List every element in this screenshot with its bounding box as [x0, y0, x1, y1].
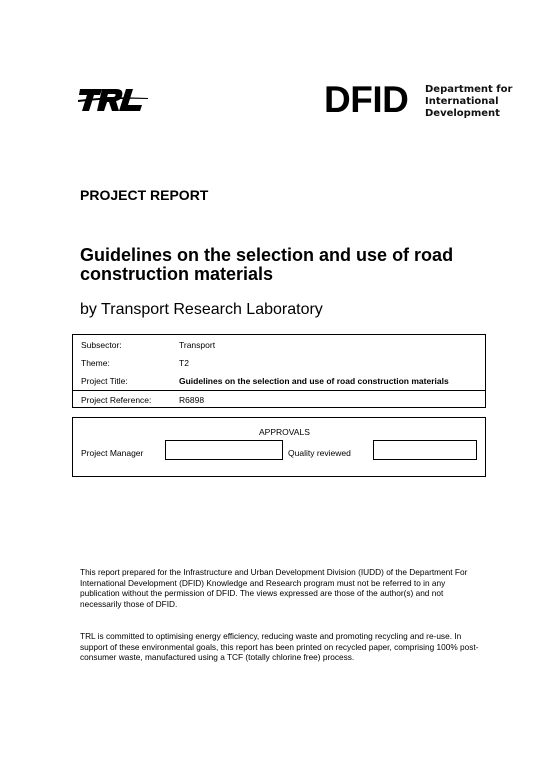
quality-reviewed-label: Quality reviewed: [288, 448, 351, 458]
project-manager-signature-box: [165, 440, 283, 460]
info-value: Transport: [179, 340, 216, 350]
title-line: construction materials: [80, 264, 274, 284]
project-manager-label: Project Manager: [81, 448, 144, 458]
quality-reviewed-signature-box: [373, 440, 477, 460]
project-info-table: [72, 334, 486, 408]
document-title: [80, 246, 480, 284]
info-label: Theme:: [81, 358, 110, 368]
report-type-heading: PROJECT REPORT: [80, 187, 209, 203]
info-label: Subsector:: [81, 340, 122, 350]
info-value: T2: [179, 358, 189, 368]
info-row-project-reference: [73, 390, 485, 408]
title-line: Guidelines on the selection and use of road: [80, 245, 454, 265]
dfid-dept-line: International: [425, 96, 499, 107]
info-value: R6898: [179, 395, 205, 405]
approvals-box: [72, 417, 486, 477]
dfid-logo-wordmark: DFID: [324, 79, 409, 120]
dfid-dept-line: Department for: [425, 84, 513, 95]
info-value: Guidelines on the selection and use of road construction materials: [179, 376, 449, 386]
dfid-department-text: [425, 84, 512, 120]
author-byline: by Transport Research Laboratory: [80, 301, 323, 318]
disclaimer-paragraph: This report prepared for the Infrastructure and Urban Development Division (IUDD) of the Department For International Development (DFID) Knowledge and Research program must not be referred to in any publication without the permission of DFID. The views expressed are those of the author(s) and not necessarily those of DFID.: [80, 567, 468, 609]
dfid-dept-line: Development: [425, 108, 500, 119]
info-row-theme: [73, 354, 485, 372]
approvals-title: APPROVALS: [259, 427, 310, 437]
environment-paragraph: TRL is committed to optimising energy efficiency, reducing waste and promoting recycling and re-use. In support of these environmental goals, this report has been printed on recycled paper, comprising 100% post-consumer waste, manufactured using a TCF (totally chlorine free) process.: [80, 631, 479, 663]
info-label: Project Title:: [81, 376, 128, 386]
info-label: Project Reference:: [81, 395, 152, 405]
trl-logo: [78, 86, 150, 114]
info-row-project-title: [73, 372, 485, 390]
info-row-subsector: [73, 336, 485, 354]
